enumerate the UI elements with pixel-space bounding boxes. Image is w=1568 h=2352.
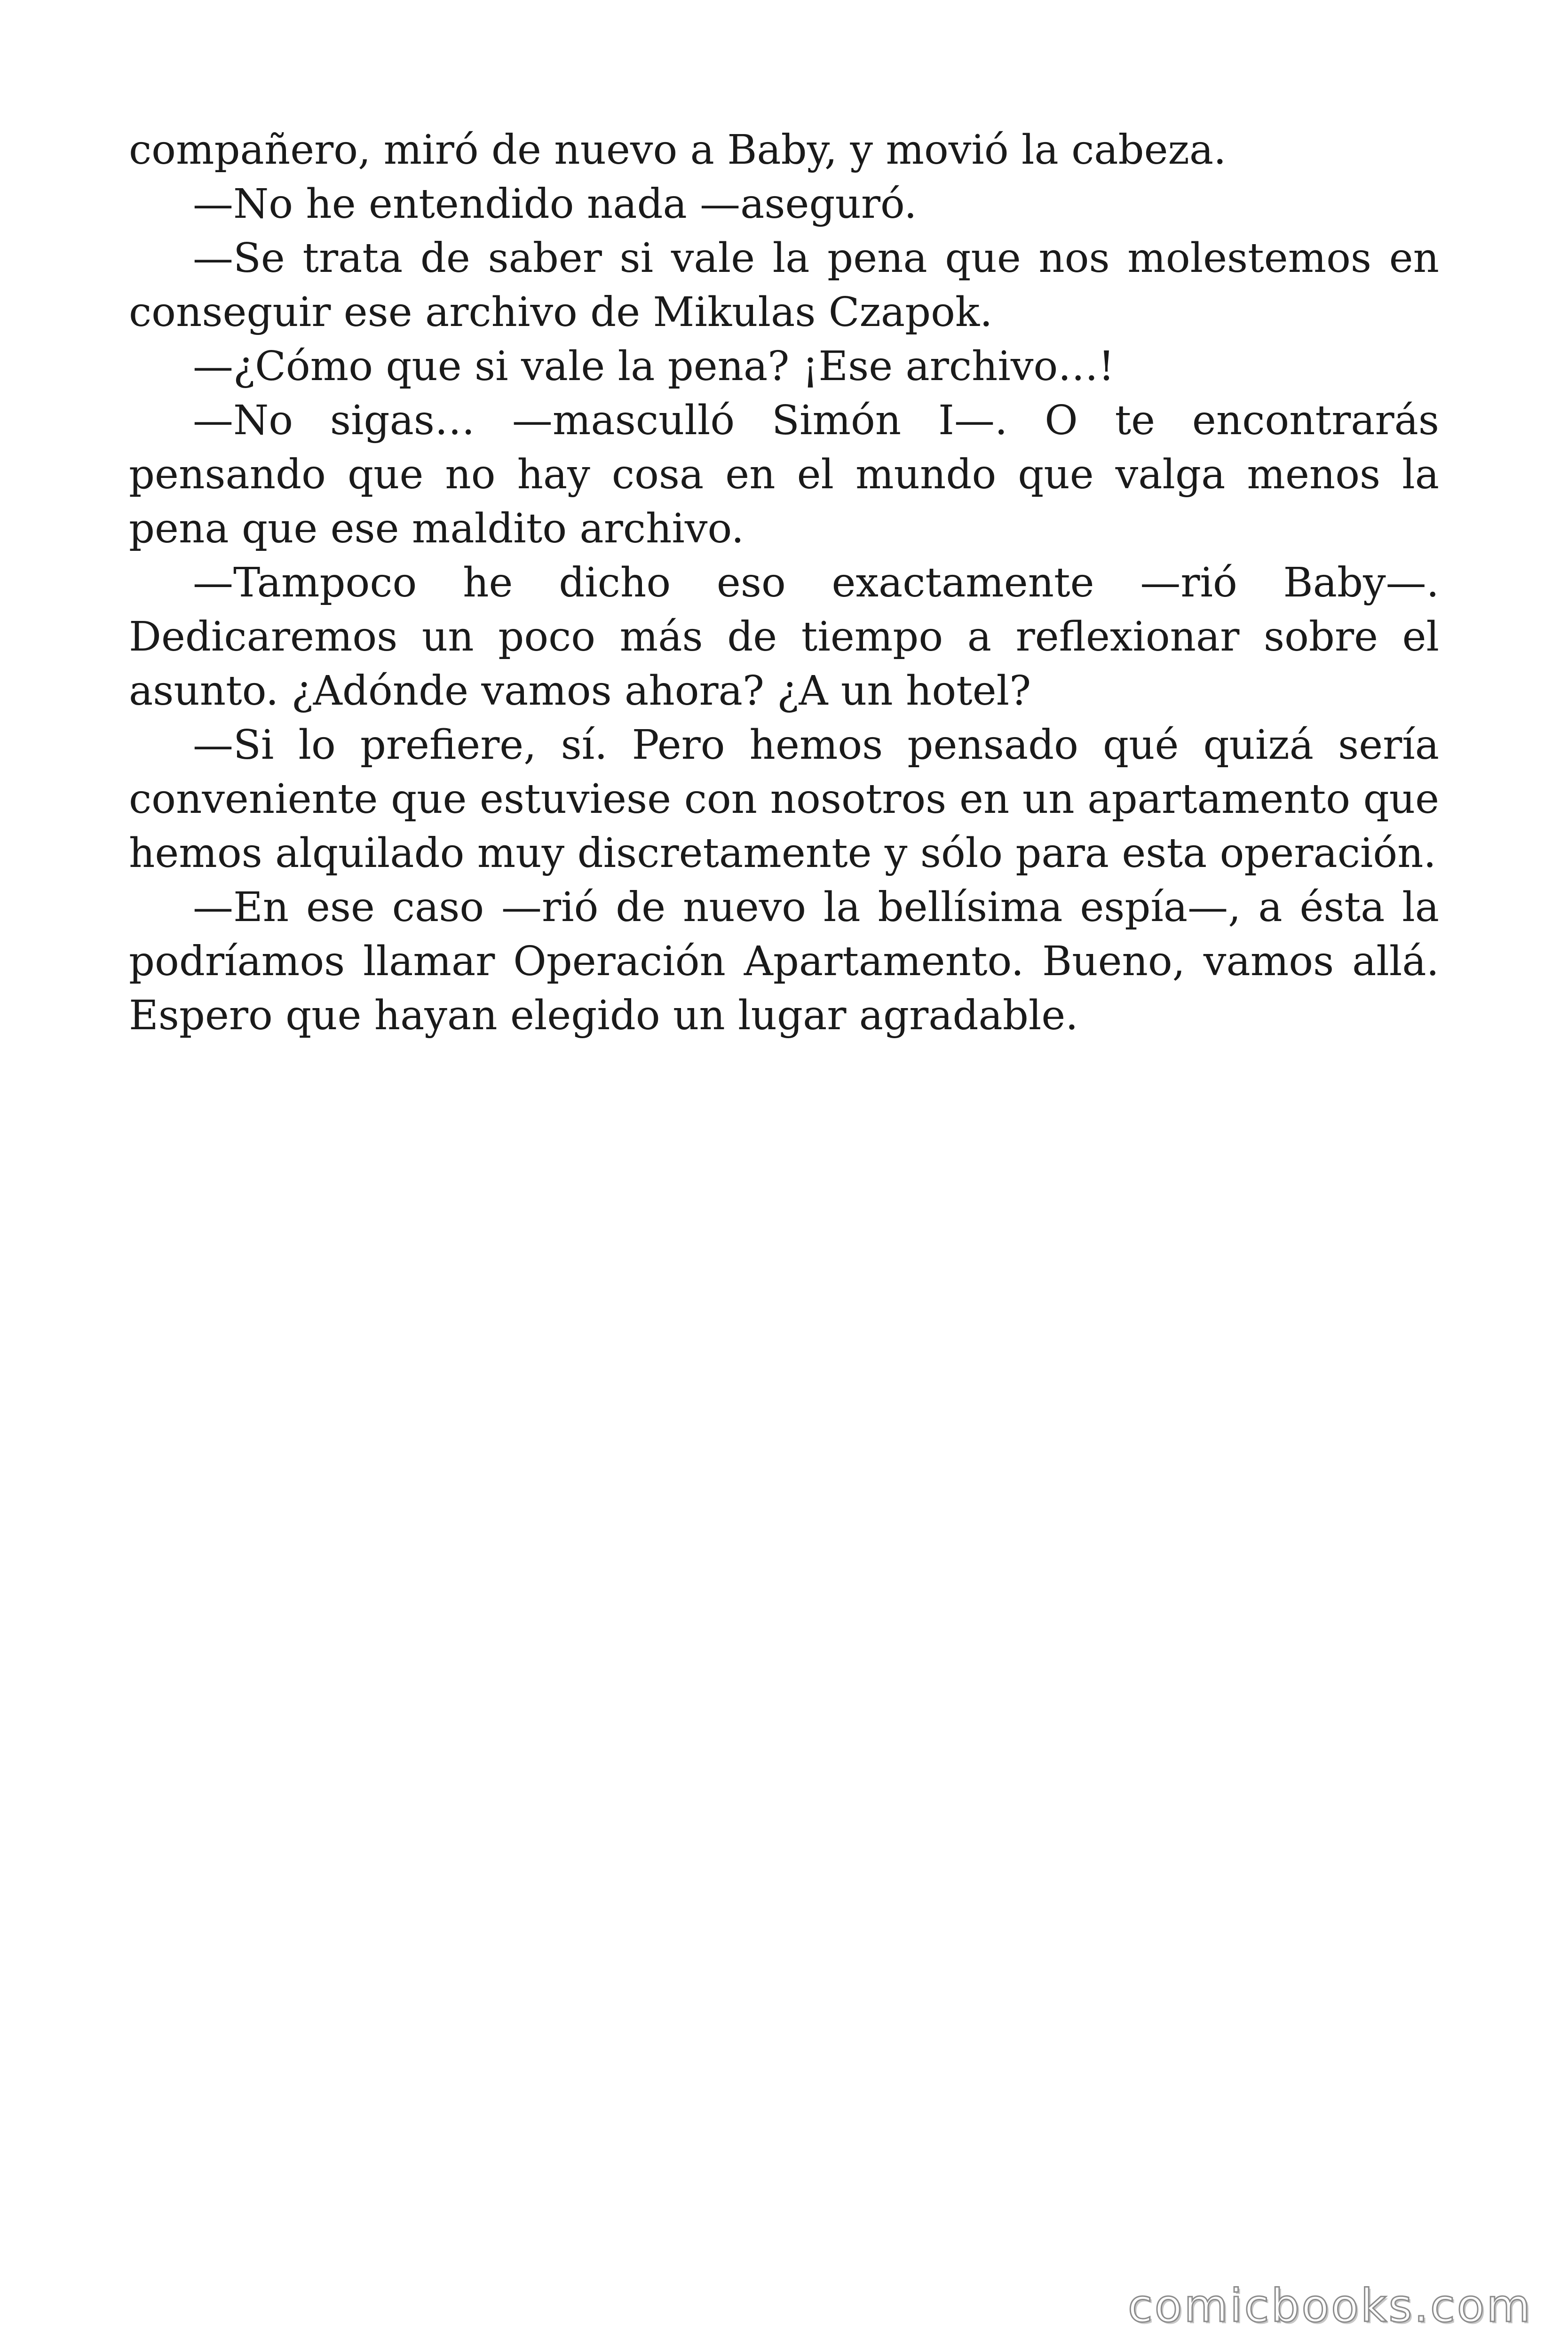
- paragraph-8: —En ese caso —rió de nuevo la bellísima espía—, a ésta la podríamos llamar Operación Apartamento. Bueno, vamos allá. Espero que hayan elegido un lugar agradable.: [129, 884, 1439, 1039]
- paragraph-4: —¿Cómo que si vale la pena? ¡Ese archivo…!: [193, 343, 1115, 390]
- paragraph-3: —Se trata de saber si vale la pena que nos molestemos en conseguir ese archivo de Mikulas Czapok.: [129, 235, 1439, 336]
- watermark: comicbooks.com: [1127, 2280, 1532, 2332]
- page-body: [129, 123, 1439, 1043]
- paragraph-7: —Si lo prefiere, sí. Pero hemos pensado qué quizá sería conveniente que estuviese con nosotros en un apartamento que hemos alquilado muy discretamente y sólo para esta operación.: [129, 722, 1439, 877]
- paragraph-1: compañero, miró de nuevo a Baby, y movió la cabeza.: [129, 127, 1227, 174]
- paragraph-2: —No he entendido nada —aseguró.: [193, 181, 917, 228]
- paragraph-6: —Tampoco he dicho eso exactamente —rió Baby—. Dedicaremos un poco más de tiempo a reflexionar sobre el asunto. ¿Adónde vamos ahora? ¿A un hotel?: [129, 559, 1439, 715]
- paragraph-5: —No sigas… —mascullό Simón I—. O te encontrarás pensando que no hay cosa en el mundo que valga menos la pena que ese maldito archivo.: [129, 397, 1439, 552]
